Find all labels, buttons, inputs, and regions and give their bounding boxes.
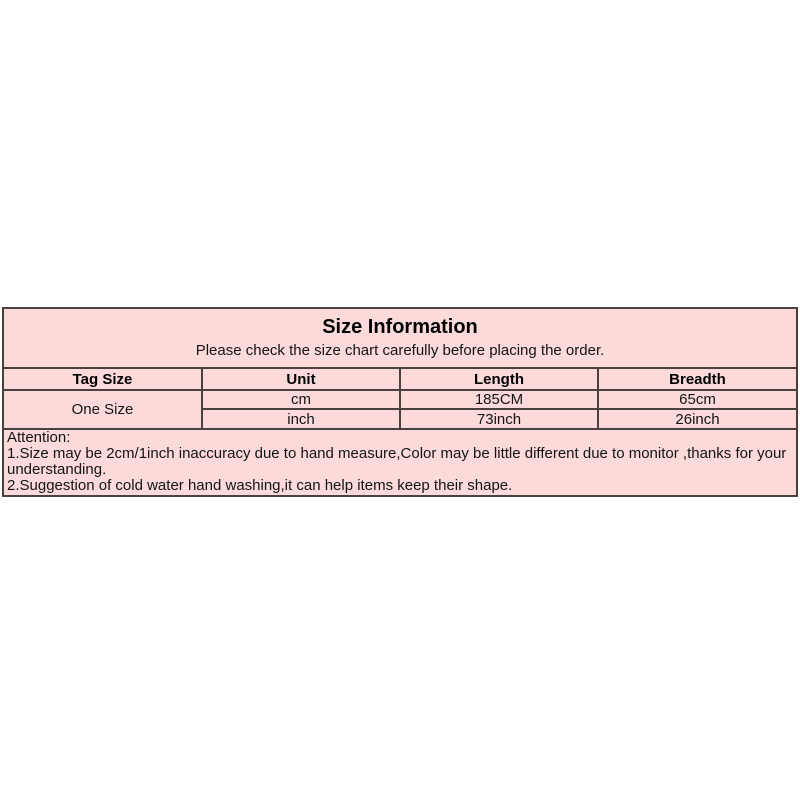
length-cell-inch: 73inch [400, 409, 598, 428]
attention-note-2: 2.Suggestion of cold water hand washing,it can help items keep their shape. [7, 477, 513, 494]
unit-cell-cm: cm [202, 390, 400, 409]
column-header-length: Length [400, 369, 598, 390]
column-header-tag-size: Tag Size [4, 369, 202, 390]
breadth-cell-inch: 26inch [598, 409, 796, 428]
attention-block [4, 428, 796, 495]
size-info-subtitle: Please check the size chart carefully before placing the order. [195, 342, 605, 359]
column-header-unit: Unit [202, 369, 400, 390]
size-table-header-block [4, 309, 796, 369]
size-information-panel [2, 307, 798, 497]
size-info-title: Size Information [322, 316, 478, 338]
length-cell-cm: 185CM [400, 390, 598, 409]
attention-note-1: 1.Size may be 2cm/1inch inaccuracy due to hand measure,Color may be little different due to monitor ,thanks for your understanding. [7, 445, 787, 478]
unit-cell-inch: inch [202, 409, 400, 428]
table-row-cm [4, 390, 796, 409]
size-table-column-header-row [4, 369, 796, 390]
breadth-cell-cm: 65cm [598, 390, 796, 409]
tag-size-value-cell: One Size [4, 390, 202, 428]
column-header-breadth: Breadth [598, 369, 796, 390]
attention-heading: Attention: [7, 429, 71, 446]
size-table [4, 369, 796, 428]
